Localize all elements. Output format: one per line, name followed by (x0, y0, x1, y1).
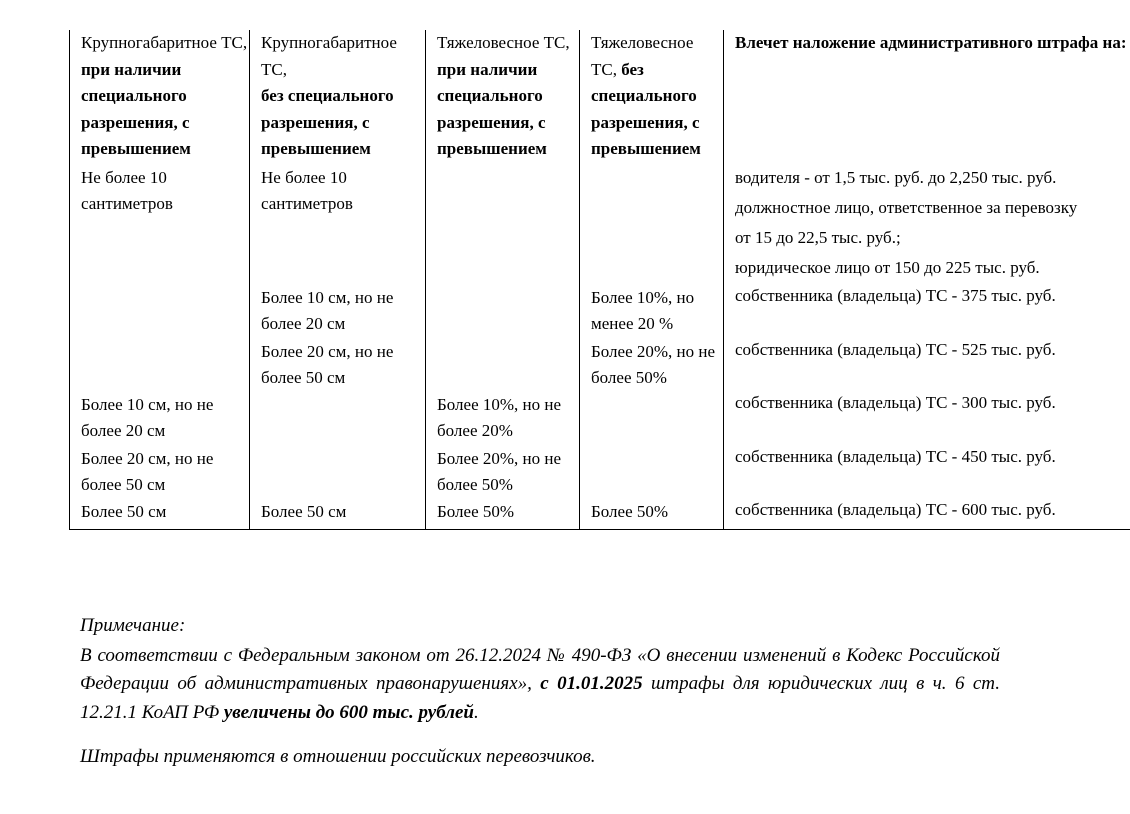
note-label: Примечание: (80, 615, 186, 636)
fine-line: от 15 до 22,5 тыс. руб.; (735, 227, 901, 247)
header-cell: Тяжеловесное ТС, при наличии специального разрешения, с превышением (426, 30, 580, 163)
table-cell: Более 50% (580, 499, 724, 530)
fine-line: собственника (владельца) ТС - 300 тыс. руб. (735, 392, 1056, 412)
table-cell: Более 10 см, но не более 20 см (70, 392, 250, 446)
table-cell: Более 20 см, но не более 50 см (250, 339, 426, 392)
table-cell (426, 339, 580, 392)
table-cell: Более 10%, но менее 20 % (580, 285, 724, 339)
header-cell: Тяжеловесное ТС, без специального разрешения, с превышением (580, 30, 724, 163)
fine-line: собственника (владельца) ТС - 450 тыс. руб. (735, 446, 1056, 466)
table-cell (426, 163, 580, 285)
fine-line: собственника (владельца) ТС - 375 тыс. руб. (735, 285, 1056, 305)
table-cell: Более 50% (426, 499, 580, 530)
fine-cell (724, 339, 1130, 392)
table-cell (70, 285, 250, 339)
table-row (70, 392, 1130, 446)
table-cell: Не более 10 сантиметров (250, 163, 426, 285)
table-row (70, 339, 1130, 392)
fine-cell (724, 285, 1130, 339)
fine-cell (724, 392, 1130, 446)
note-section (80, 612, 1000, 772)
table-cell: Более 20%, но не более 50% (426, 446, 580, 499)
fine-line: водителя - от 1,5 тыс. руб. до 2,250 тыс. руб. (735, 167, 1057, 187)
table-cell (250, 392, 426, 446)
table-cell (250, 446, 426, 499)
table-cell: Не более 10 сантиметров (70, 163, 250, 285)
table-cell: Более 50 см (250, 499, 426, 530)
table-cell (580, 392, 724, 446)
note-applies: Штрафы применяются в отношении российских перевозчиков. (80, 746, 596, 767)
table-cell (426, 285, 580, 339)
header-cell: Крупногабаритное ТС, при наличии специального разрешения, с превышением (70, 30, 250, 163)
fines-table (69, 30, 1130, 530)
table-row (70, 285, 1130, 339)
table-row (70, 446, 1130, 499)
table-cell (70, 339, 250, 392)
header-cell: Крупногабаритное ТС, без специального разрешения, с превышением (250, 30, 426, 163)
fine-cell (724, 163, 1130, 285)
table-cell: Более 20%, но не более 50% (580, 339, 724, 392)
fine-cell (724, 499, 1130, 530)
note-paragraph: В соответствии с Федеральным законом от 26.12.2024 № 490-ФЗ «О внесении изменений в Кодекс Российской Федерации об административных правонарушениях», с 01.01.2025 штрафы для юридических лиц в ч. 6 ст. 12.21.1 КоАП РФ увеличены до 600 тыс. рублей. (80, 644, 1001, 723)
fine-cell (724, 446, 1130, 499)
fine-line: юридическое лицо от 150 до 225 тыс. руб. (735, 257, 1040, 277)
table-row (70, 163, 1130, 285)
table-cell: Более 20 см, но не более 50 см (70, 446, 250, 499)
table-cell (580, 163, 724, 285)
table-cell: Более 10 см, но не более 20 см (250, 285, 426, 339)
fine-line: собственника (владельца) ТС - 525 тыс. руб. (735, 339, 1056, 359)
fine-line: должностное лицо, ответственное за перевозку (735, 197, 1078, 217)
table-row (70, 499, 1130, 530)
table-header-row (70, 30, 1130, 163)
header-cell-fine: Влечет наложение административного штрафа на: (724, 30, 1130, 163)
table-cell: Более 50 см (70, 499, 250, 530)
table-cell: Более 10%, но не более 20% (426, 392, 580, 446)
table-cell (580, 446, 724, 499)
fine-line: собственника (владельца) ТС - 600 тыс. руб. (735, 499, 1056, 519)
